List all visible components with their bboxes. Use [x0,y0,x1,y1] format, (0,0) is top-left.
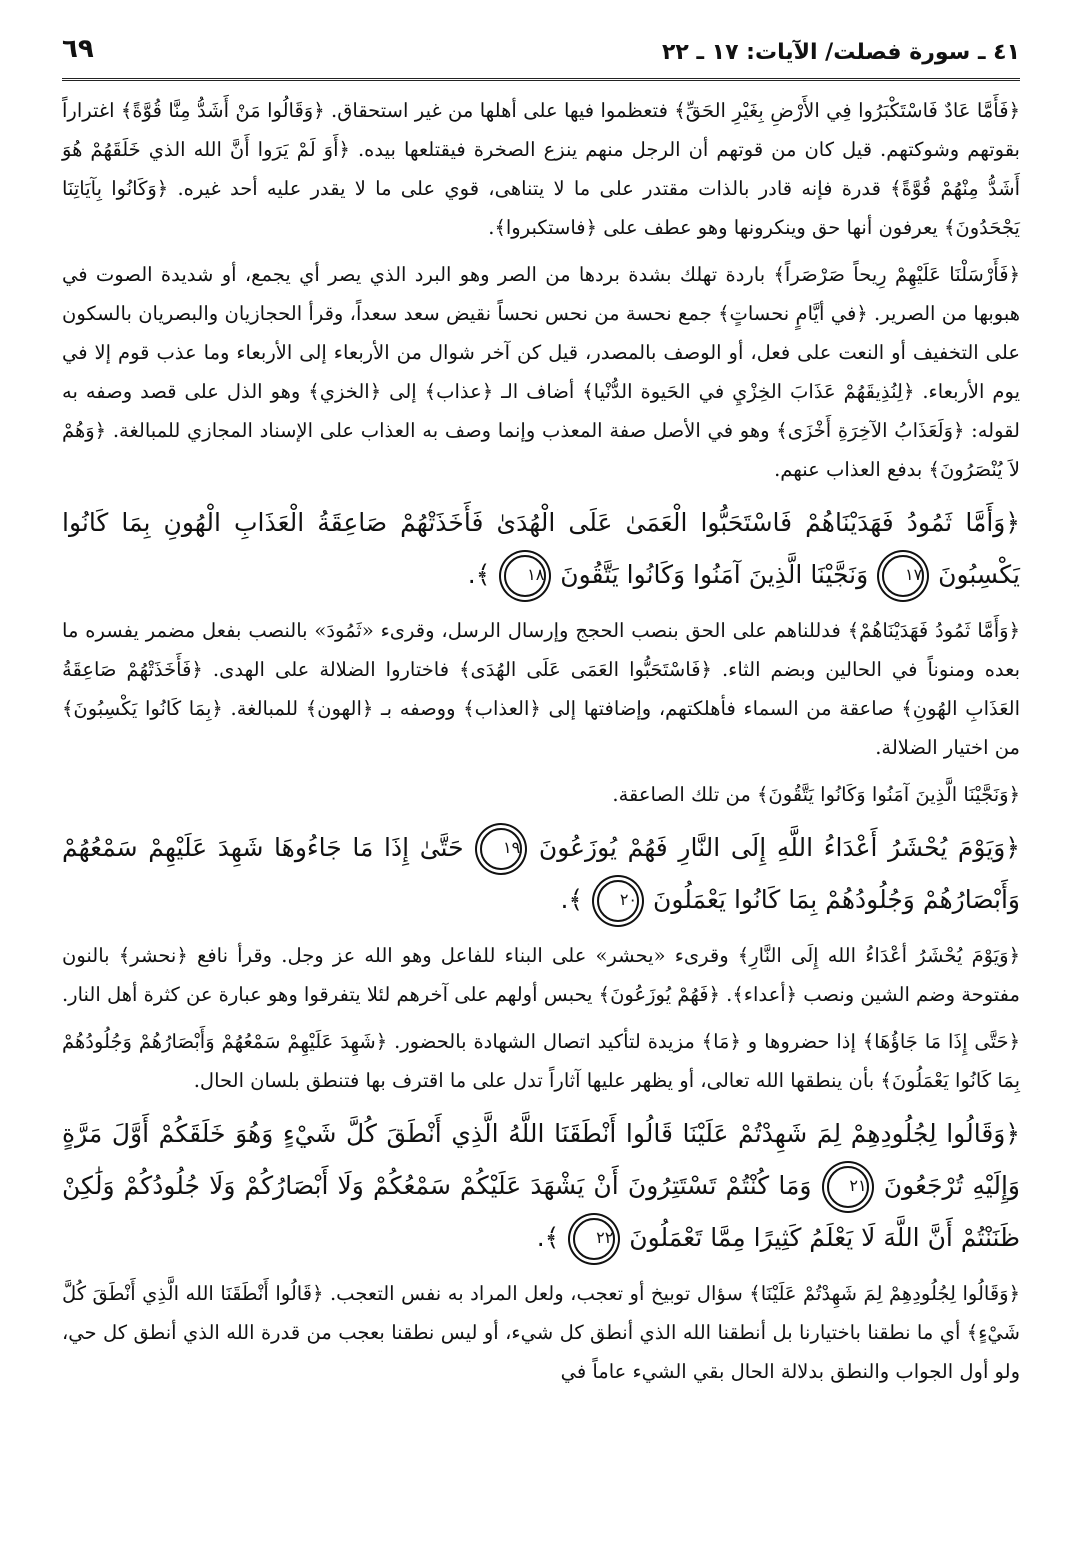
commentary-paragraph: ﴿وَأَمَّا ثَمُودُ فَهَدَيْنَاهُمْ﴾ فدللناهم على الحق بنصب الحجج وإرسال الرسل، وقرىء «ثَمُودَ» بالنصب بفعل مضمر يفسره ما بعده ومنوناً في الحالين وبضم الثاء. ﴿فَاسْتَحَبُّوا العَمَى عَلَى الهُدَى﴾ فاختاروا الضلالة على الهدى. ﴿فَأَخَذَتْهُمْ صَاعِقَةُ العَذَابِ الهُونِ﴾ صاعقة من السماء فأهلكتهم، وإضافتها إلى ﴿العذاب﴾ ووصفه بـ ﴿الهون﴾ للمبالغة. ﴿بِمَا كَانُوا يَكْسِبُونَ﴾ من اختيار الضلالة. [62,619,1020,759]
verse-close: ﴾. [536,1223,560,1252]
commentary-paragraph: ﴿وَنَجَّيْنَا الَّذِينَ آمَنُوا وَكَانُوا يَتَّقُونَ﴾ من تلك الصاعقة. [612,783,1020,806]
verse-text: ﴿وَقَالُوا لِجُلُودِهِمْ لِمَ شَهِدْتُمْ عَلَيْنَا قَالُوا أَنْطَقَنَا اللَّهُ الَّذِي أَنْطَقَ كُلَّ شَيْءٍ وَهُوَ خَلَقَكُمْ أَوَّلَ مَرَّةٍ وَإِلَيْهِ تُرْجَعُونَ [62,1119,1020,1200]
commentary-paragraph: ﴿حَتَّى إِذَا مَا جَاؤُهَا﴾ إذا حضروها و ﴿مَا﴾ مزيدة لتأكيد اتصال الشهادة بالحضور. ﴿شَهِدَ عَلَيْهِمْ سَمْعُهُمْ وَأَبْصَارُهُمْ وَجُلُودُهُمْ بِمَا كَانُوا يَعْمَلُونَ﴾ بأن ينطقها الله تعالى، أو يظهر عليها آثاراً تدل على ما اقترف بها فتنطق بلسان الحال. [62,1030,1020,1092]
running-header [62,30,1020,81]
commentary-paragraph: ﴿فَأَرْسَلْنَا عَلَيْهِمْ رِيحاً صَرْصَراً﴾ باردة تهلك بشدة بردها من الصر وهو البرد الذي يصر أي يجمع، أو شديدة الصوت في هبوبها من الصرير. ﴿في أيَّامٍ نحساتٍ﴾ جمع نحسة من نحس نحساً نقيض سعد سعداً، وقرأ الحجازيان والبصريان بالسكون على التخفيف أو النعت على فعل، أو الوصف بالمصدر، قيل كن آخر شوال من الأربعاء إلى الأربعاء وما عذب قوم إلا في يوم الأربعاء. ﴿لِنُذِيقَهُمْ عَذَابَ الخِزْيِ في الحَيوة الدُّنْيا﴾ أضاف الـ ﴿عذاب﴾ إلى ﴿الخزي﴾ وهو الذل على قصد وصفه به لقوله: ﴿وَلَعَذَابُ الآخِرَةِ أَخْزَى﴾ وهو في الأصل صفة المعذب وإنما وصف به العذاب على الإسناد المجازي للمبالغة. ﴿وَهُمْ لاَ يُنْصَرُونَ﴾ بدفع العذاب عنهم. [62,263,1020,481]
verse-text: وَنَجَّيْنَا الَّذِينَ آمَنُوا وَكَانُوا يَتَّقُونَ [560,560,869,589]
page-body [62,91,1020,1391]
quran-verse-block [62,497,1020,601]
verse-number-marker: ٢٠ [597,880,639,922]
verse-number-marker: ١٨ [504,555,546,597]
verse-number-marker: ١٧ [882,555,924,597]
verse-close: ﴾. [560,885,584,914]
commentary-paragraph: ﴿وَقَالُوا لِجُلُودِهِمْ لِمَ شَهِدْتُمْ عَلَيْنَا﴾ سؤال توبيخ أو تعجب، ولعل المراد به نفس التعجب. ﴿قَالُوا أَنْطَقَنَا الله الَّذِي أَنْطَقَ كُلَّ شَيْءٍ﴾ أي ما نطقنا باختيارنا بل أنطقنا الله الذي أنطق كل شيء، أو ليس نطقنا بعجب من قدرة الله الذي أنطق كل حي، ولو أول الجواب والنطق بدلالة الحال بقي الشيء عاماً في [62,1282,1020,1383]
verse-number-marker: ٢٢ [573,1218,615,1260]
verse-text: حَتَّىٰ إِذَا مَا جَاءُوهَا شَهِدَ عَلَيْهِمْ سَمْعُهُمْ وَأَبْصَارُهُمْ وَجُلُودُهُمْ بِمَا كَانُوا يَعْمَلُونَ [62,833,1020,914]
verse-text: وَمَا كُنْتُمْ تَسْتَتِرُونَ أَنْ يَشْهَدَ عَلَيْكُمْ سَمْعُكُمْ وَلَا أَبْصَارُكُمْ وَلَا جُلُودُكُمْ وَلَٰكِنْ ظَنَنْتُمْ أَنَّ اللَّهَ لَا يَعْلَمُ كَثِيرًا مِمَّا تَعْمَلُونَ [62,1171,1020,1252]
header-title: ٤١ ـ سورة فصلت/ الآيات: ١٧ ـ ٢٢ [661,40,1020,65]
commentary-paragraph: ﴿وَيَوْمَ يُحْشَرُ أعْدَاءُ الله إِلَى النَّارِ﴾ وقرىء «يحشر» على البناء للفاعل وهو الله عز وجل. وقرأ نافع ﴿نحشر﴾ بالنون مفتوحة وضم الشين ونصب ﴿أعداء﴾. ﴿فَهُمْ يُوزَعُونَ﴾ يحبس أولهم على آخرهم لئلا يتفرقوا وهو عبارة عن كثرة أهل النار. [61,944,1020,1006]
commentary-paragraph: ﴿فَأَمَّا عَادٌ فَاسْتَكْبَرُوا فِي الأَرْضِ بِغَيْرِ الحَقِّ﴾ فتعظموا فيها على أهلها من غير استحقاق. ﴿وَقَالُوا مَنْ أَشَدُّ مِنَّا قُوَّةً﴾ اغتراراً بقوتهم وشوكتهم. قيل كان من قوتهم أن الرجل منهم ينزع الصخرة فيقتلعها بيده. ﴿أَوَ لَمْ يَرَوا أَنَّ الله الذي خَلَقَهُمْ هُوَ أَشَدُّ مِنْهُمْ قُوَّةً﴾ قدرة فإنه قادر بالذات مقتدر على ما لا يتناهى، قوي على ما لا يقدر عليه أحد غيره. ﴿وَكَانُوا بِآيَاتِنَا يَجْحَدُونَ﴾ يعرفون أنها حق وينكرونها وهو عطف على ﴿فاستكبروا﴾. [62,99,1020,239]
quran-verse-block [62,1108,1020,1264]
verse-number-marker: ٢١ [827,1166,869,1208]
quran-verse-block [62,822,1020,926]
verse-text: ﴿وَأَمَّا ثَمُودُ فَهَدَيْنَاهُمْ فَاسْتَحَبُّوا الْعَمَىٰ عَلَى الْهُدَىٰ فَأَخَذَتْهُمْ صَاعِقَةُ الْعَذَابِ الْهُونِ بِمَا كَانُوا يَكْسِبُونَ [62,508,1020,589]
verse-number-marker: ١٩ [480,828,522,870]
page-number: ٦٩ [62,34,94,64]
verse-close: ﴾. [467,560,491,589]
verse-text: ﴿وَيَوْمَ يُحْشَرُ أَعْدَاءُ اللَّهِ إِلَى النَّارِ فَهُمْ يُوزَعُونَ [538,833,1020,862]
